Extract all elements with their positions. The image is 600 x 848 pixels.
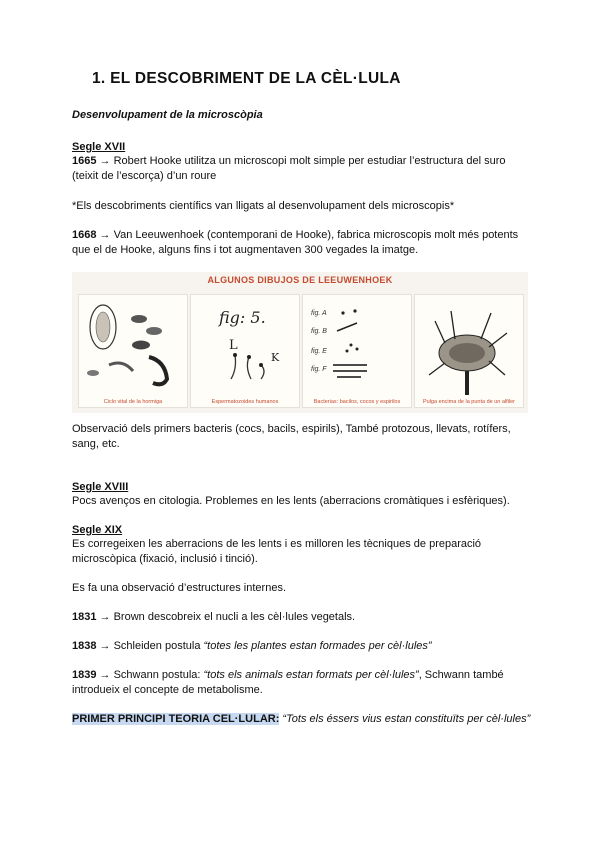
observation-paragraph: Observació dels primers bacteris (cocs, bacils, espirils), També protozous, llevats, rotífers, sang, etc.: [72, 423, 511, 450]
svg-text:fig. F: fig. F: [311, 366, 327, 373]
year-1668: 1668: [72, 229, 97, 241]
svg-text:K: K: [271, 351, 280, 364]
note-paragraph: *Els descobriments científics van lligats al desenvolupament dels microscopis*: [72, 200, 455, 212]
bacteria-drawing: [303, 295, 411, 395]
fig-label: fig: 5.: [219, 308, 266, 327]
paragraph-1838: 1838 → Schleiden postula “totes les plantes estan formades per cèl·lules”: [72, 640, 432, 652]
subtitle: Desenvolupament de la microscòpia: [72, 109, 263, 121]
section-heading-xviii: Segle XVIII: [72, 481, 129, 493]
text-1831: → Brown descobreix el nucli a les cèl·lules vegetals.: [96, 611, 356, 623]
quote-1838: “totes les plantes estan formades per cèl·lules”: [203, 640, 432, 652]
principle-quote: “Tots els éssers vius estan constituïts per cèl·lules”: [279, 713, 531, 725]
ant-lifecycle-drawing: [79, 295, 187, 395]
section-heading-xvii: Segle XVII: [72, 141, 126, 153]
quote-1839: “tots els animals estan formats per cèl·lules”: [203, 669, 419, 681]
panel-spermatozoa: [190, 294, 300, 408]
flea-drawing: [415, 295, 523, 395]
panel-flea: [414, 294, 524, 408]
caption-1: Ciclo vital de la hormiga: [103, 399, 163, 405]
panel-bacteria: [302, 294, 412, 408]
caption-3: Bacterias: bacilos, cocos y espirilos: [313, 399, 401, 405]
paragraph-1839: 1839 → Schwann postula: “tots els animals estan formats per cèl·lules”, Schwann també introdueix el concepte de metabolisme.: [72, 669, 504, 696]
caption-4: Pulga encima de la punta de un alfiler: [422, 399, 516, 405]
paragraph-1668: [72, 228, 532, 258]
year-1838: 1838: [72, 640, 97, 652]
text-1668: → Van Leeuwenhoek (contemporani de Hooke), fabrica microscopis molt més potents que el de Hooke, alguns fins i tot augmentaven 300 vegades la imatge.: [72, 229, 519, 256]
svg-text:L: L: [229, 338, 238, 353]
panel-ant-lifecycle: [78, 294, 188, 408]
year-1831: 1831: [72, 611, 97, 623]
caption-2: Espermatozoides humanos: [211, 399, 279, 405]
paragraph-xviii: Pocs avenços en citologia. Problemes en les lents (aberracions cromàtiques i esfèriques).: [72, 495, 510, 507]
section-heading-xix: Segle XIX: [72, 524, 123, 536]
paragraph-xix-2: Es fa una observació d’estructures internes.: [72, 582, 287, 594]
spermatozoa-drawing: [191, 295, 299, 395]
paragraph-xix-1: Es corregeixen les aberracions de les lents i es milloren les tècniques de preparació microscòpica (fixació, inclusió i tinció).: [72, 538, 482, 565]
principle-paragraph: [72, 712, 532, 727]
leeuwenhoek-figure: [72, 272, 528, 413]
principle-label: PRIMER PRINCIPI TEORIA CEL·LULAR:: [72, 713, 280, 725]
figure-title: ALGUNOS DIBUJOS DE LEEUWENHOEK: [207, 275, 393, 285]
svg-text:fig. A: fig. A: [311, 310, 327, 317]
year-1839: 1839: [72, 669, 97, 681]
svg-text:fig. B: fig. B: [311, 328, 327, 335]
year-1665: 1665: [72, 155, 97, 167]
page-title: 1. EL DESCOBRIMENT DE LA CÈL·LULA: [92, 70, 401, 87]
paragraph-1665: [72, 154, 532, 184]
paragraph-1831: [72, 610, 532, 625]
text-1665: → Robert Hooke utilitza un microscopi molt simple per estudiar l’estructura del suro (teixit de l’escorça) d’un roure: [72, 155, 506, 182]
svg-text:fig. E: fig. E: [311, 348, 327, 355]
